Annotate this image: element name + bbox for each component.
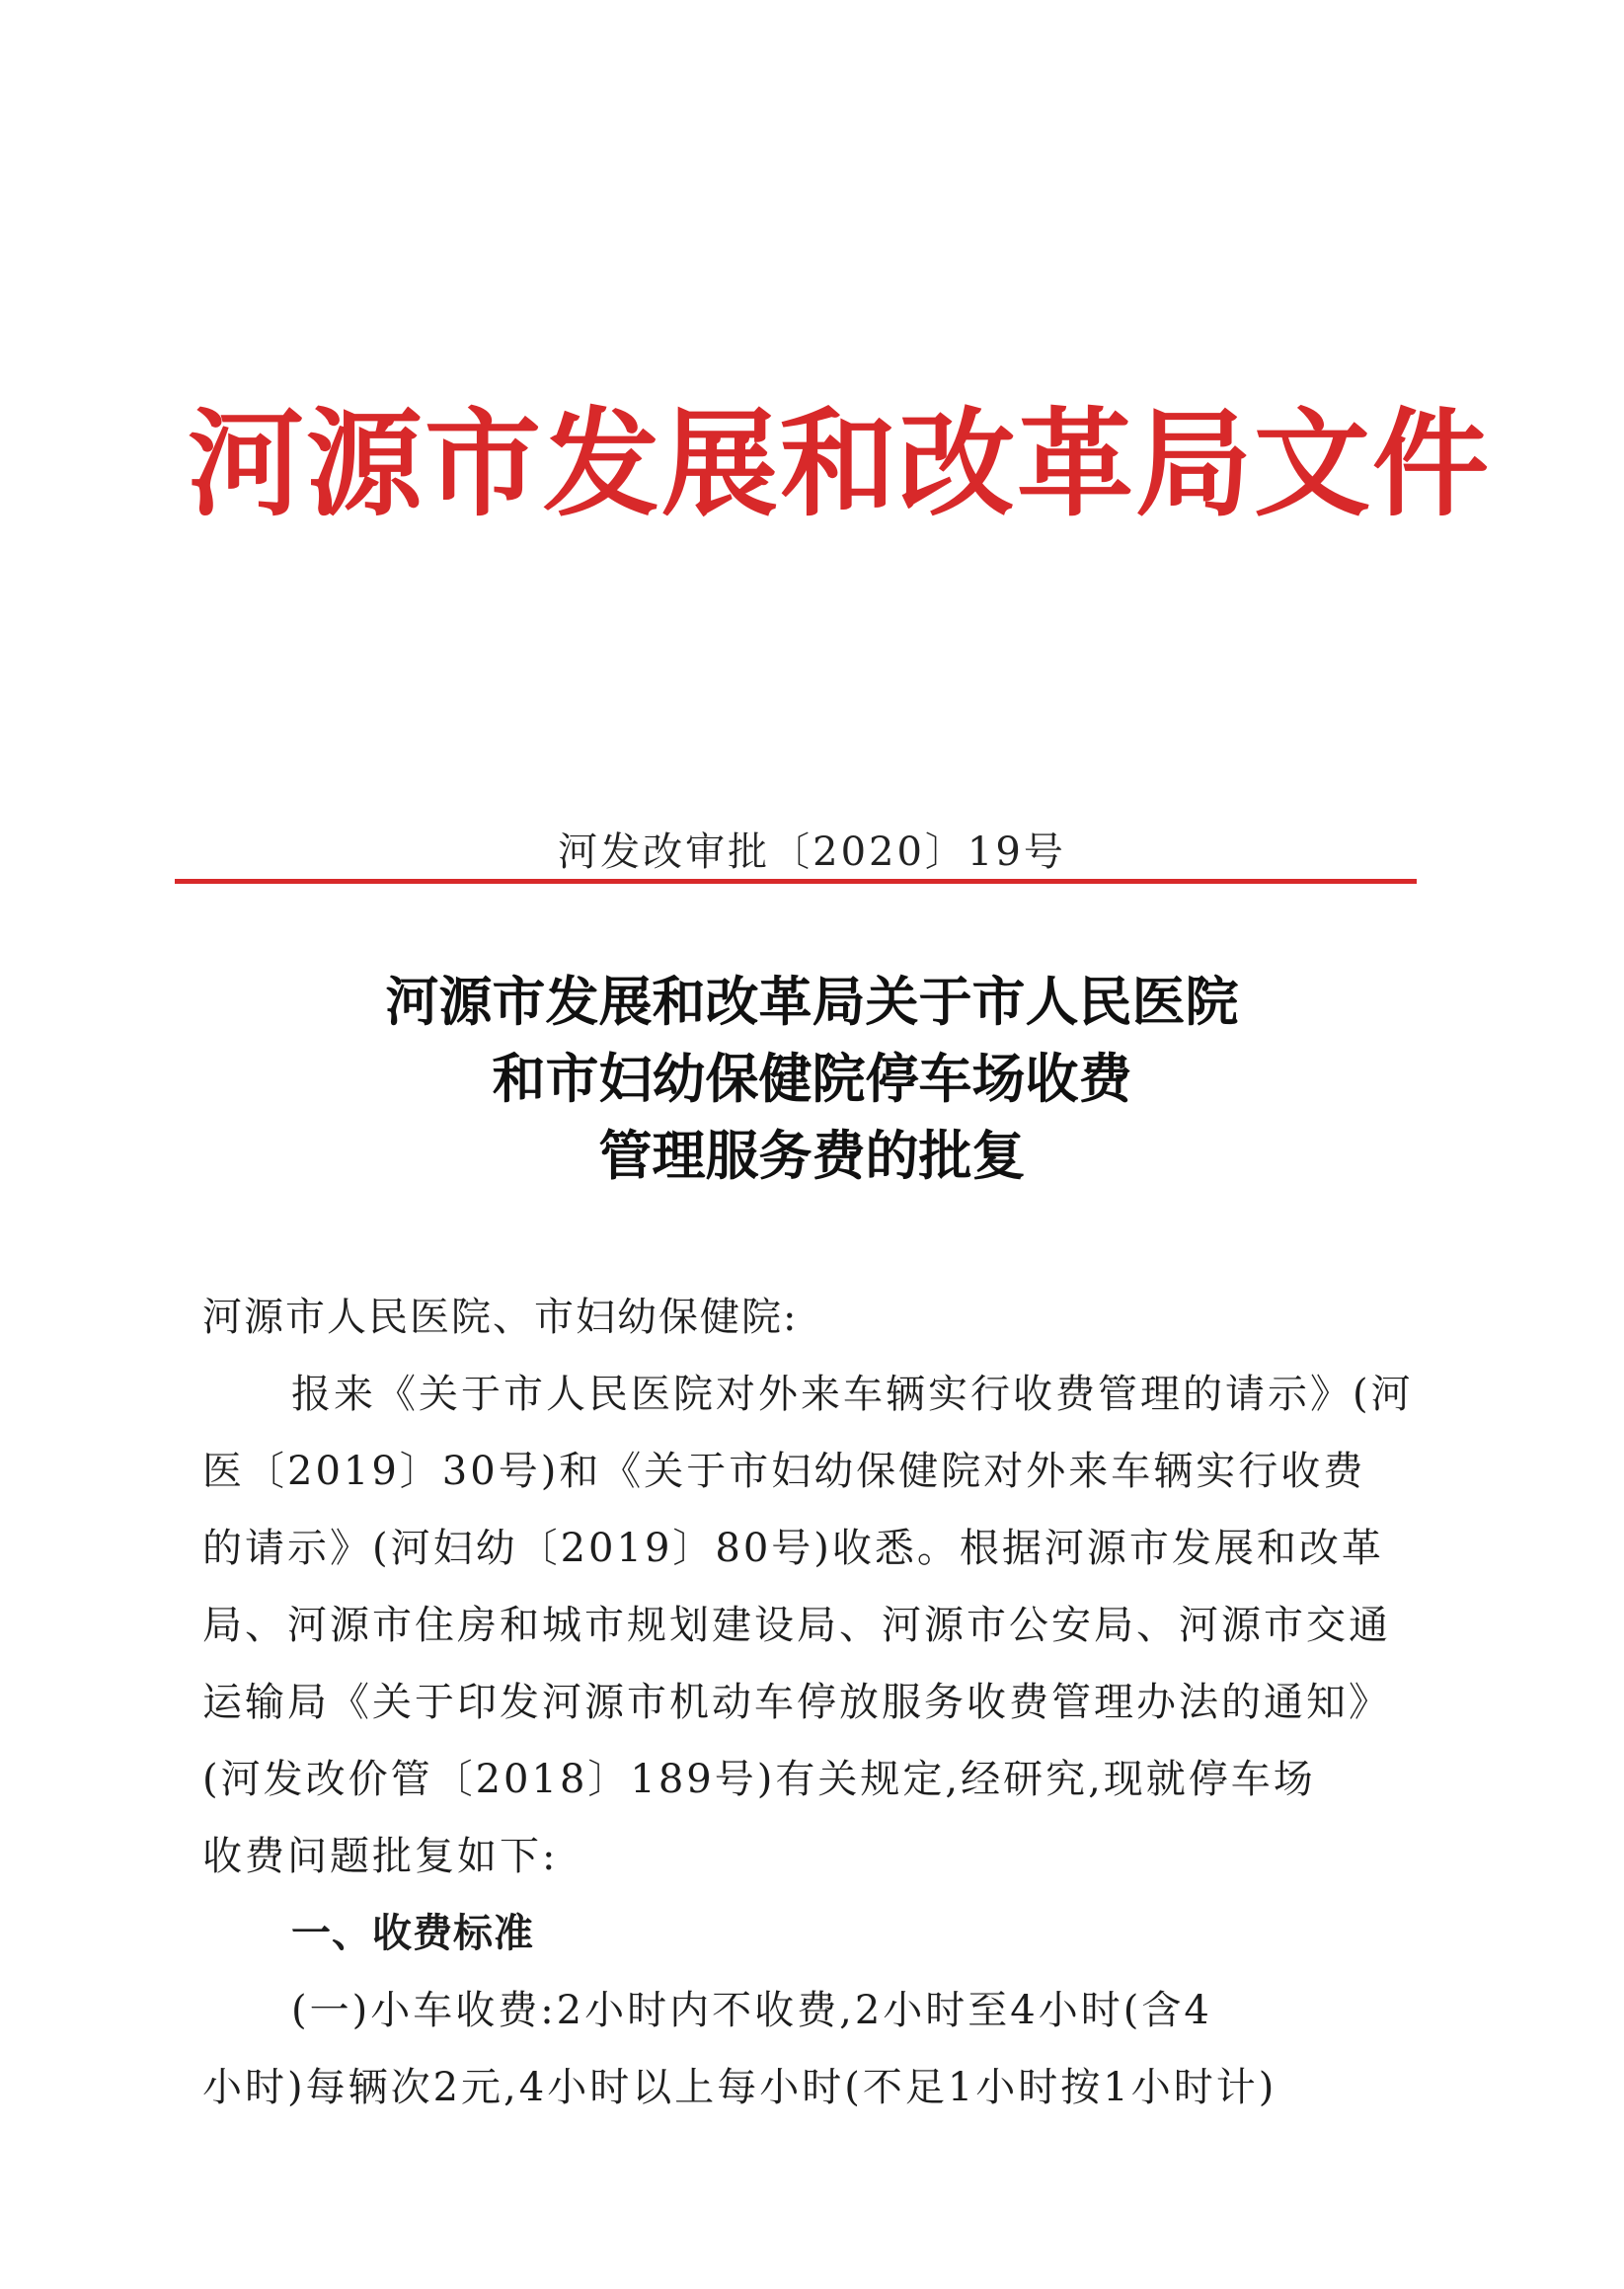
paragraph-1-line-1: 报来《关于市人民医院对外来车辆实行收费管理的请示》(河 [291, 1372, 1414, 1417]
addressee: 河源市人民医院、市妇幼保健院: [202, 1295, 799, 1340]
paragraph-1-line-6: (河发改价管〔2018〕189号)有关规定,经研究,现就停车场 [202, 1757, 1316, 1802]
document-header-title: 河源市发展和改革局文件 [188, 396, 1492, 532]
document-number: 河发改审批〔2020〕19号 [558, 829, 1066, 875]
section-heading-fee-standard: 一、收费标准 [291, 1911, 534, 1956]
paragraph-1-line-2: 医〔2019〕30号)和《关于市妇幼保健院对外来车辆实行收费 [202, 1449, 1366, 1494]
main-title-line-2: 和市妇幼保健院停车场收费 [492, 1047, 1132, 1110]
main-title-line-1: 河源市发展和改革局关于市人民医院 [385, 970, 1239, 1033]
paragraph-1-line-4: 局、河源市住房和城市规划建设局、河源市公安局、河源市交通 [202, 1603, 1391, 1648]
document-body [202, 1279, 1422, 2126]
section-1-line-1: (一)小车收费:2小时内不收费,2小时至4小时(含4 [291, 1988, 1212, 2033]
paragraph-1-line-5: 运输局《关于印发河源市机动车停放服务收费管理办法的通知》 [202, 1680, 1391, 1725]
section-1-line-2: 小时)每辆次2元,4小时以上每小时(不足1小时按1小时计) [202, 2065, 1277, 2110]
main-title-line-3: 管理服务费的批复 [598, 1124, 1026, 1187]
paragraph-1-line-7: 收费问题批复如下: [202, 1834, 559, 1879]
document-main-title [0, 963, 1624, 1194]
red-divider-line [175, 879, 1417, 884]
paragraph-1-line-3: 的请示》(河妇幼〔2019〕80号)收悉。根据河源市发展和改革 [202, 1526, 1384, 1571]
